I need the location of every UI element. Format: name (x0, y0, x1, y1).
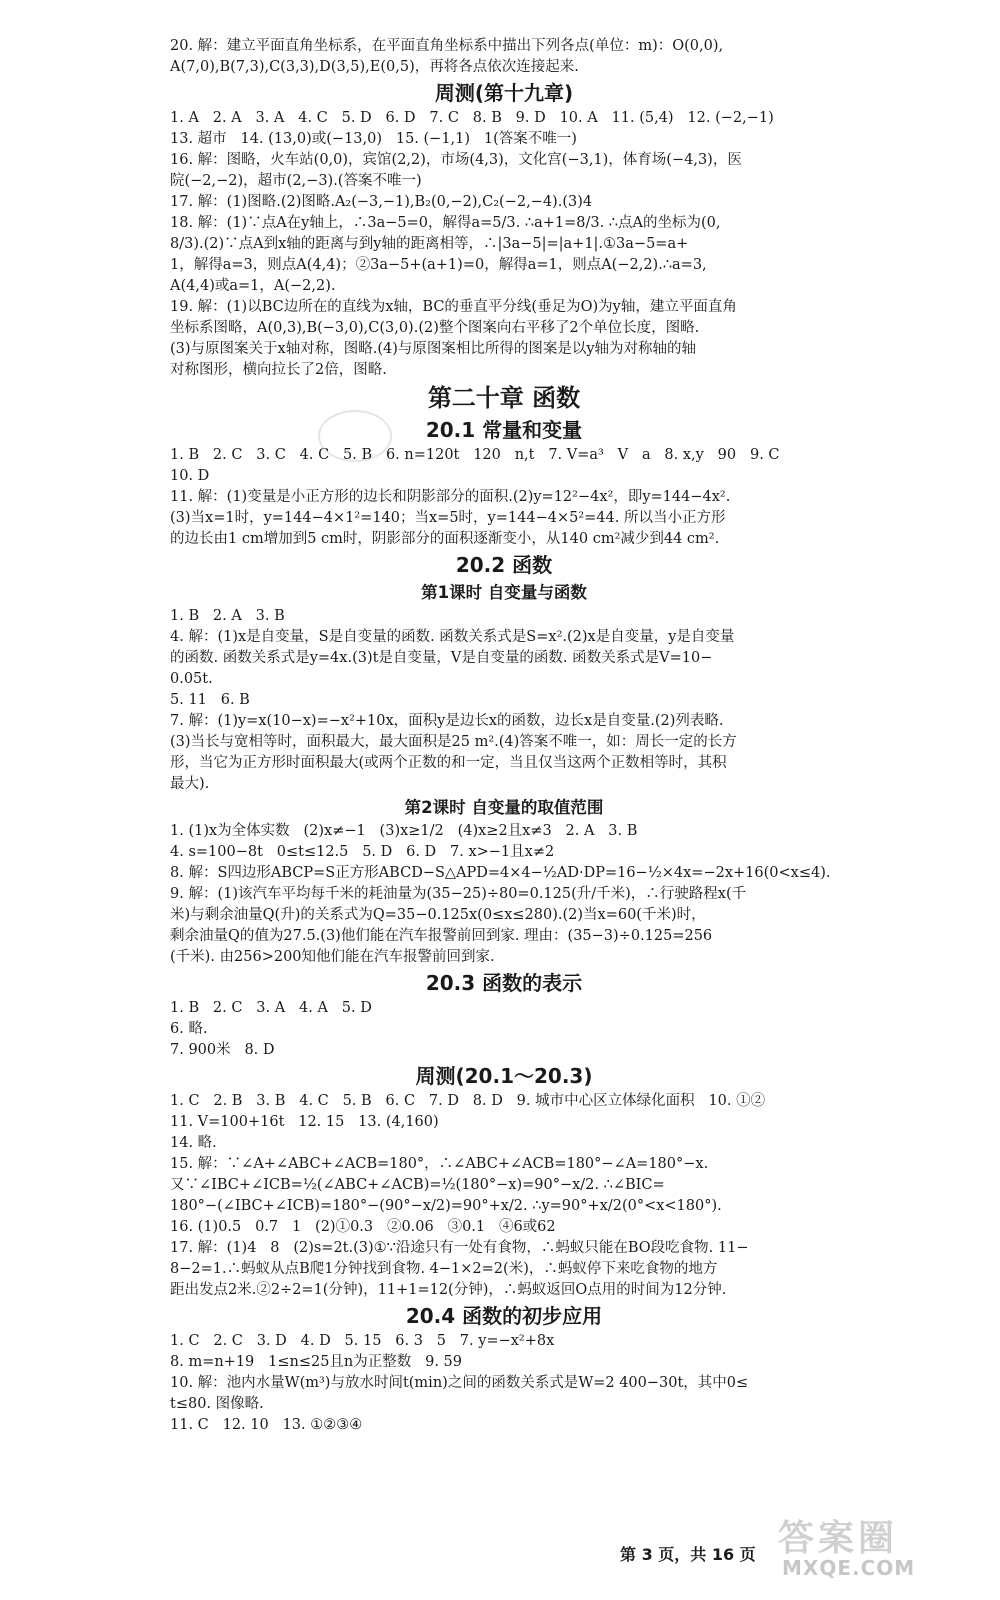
answer-line: 又∵∠IBC+∠ICB=½(∠ABC+∠ACB)=½(180°−x)=90°−x/2. ∴∠BIC= (170, 1177, 665, 1193)
answer-line: 16. 解：图略，火车站(0,0)，宾馆(2,2)，市场(4,3)，文化宫(−3,1)，体育场(−4,3)，医 (170, 152, 742, 168)
faded-stamp (318, 410, 392, 462)
answer-line: 16. (1)0.5 0.7 1 (2)①0.3 ②0.06 ③0.1 ④6或62 (170, 1219, 556, 1235)
answer-line: 18. 解：(1)∵点A在y轴上，∴3a−5=0，解得a=5/3. ∴a+1=8/3. ∴点A的坐标为(0, (170, 215, 721, 231)
answer-line: 15. 解：∵∠A+∠ABC+∠ACB=180°，∴∠ABC+∠ACB=180°−∠A=180°−x. (170, 1156, 709, 1172)
answer-line: 坐标系图略，A(0,3),B(−3,0),C(3,0).(2)整个图案向右平移了2个单位长度，图略. (170, 320, 700, 336)
answer-line: 米)与剩余油量Q(升)的关系式为Q=35−0.125x(0≤x≤280).(2)当x=60(千米)时， (170, 907, 706, 923)
answer-line: 5. 11 6. B (170, 692, 250, 708)
answer-line: (3)当x=1时，y=144−4×1²=140；当x=5时，y=144−4×5²=44. 所以当小正方形 (170, 510, 726, 526)
answer-line: 8. m=n+19 1≤n≤25且n为正整数 9. 59 (170, 1354, 462, 1370)
section-title: 周测(第十九章) (434, 81, 574, 105)
answer-page (170, 36, 838, 1436)
answer-line: A(4,4)或a=1，A(−2,2). (170, 278, 336, 294)
answer-line: 20. 解：建立平面直角坐标系，在平面直角坐标系中描出下列各点(单位：m)：O(0,0), (170, 38, 724, 54)
answer-line: 19. 解：(1)以BC边所在的直线为x轴，BC的垂直平分线(垂足为O)为y轴，建立平面直角 (170, 299, 737, 315)
answer-line: 7. 解：(1)y=x(10−x)=−x²+10x，面积y是边长x的函数，边长x是自变量.(2)列表略. (170, 713, 724, 729)
answer-line: 1. C 2. B 3. B 4. C 5. B 6. C 7. D 8. D 9. 城市中心区立体绿化面积 10. ①② (170, 1093, 766, 1109)
answer-line: 形，当它为正方形时面积最大(或两个正数的和一定，当且仅当这两个正数相等时，其积 (170, 755, 727, 771)
answer-line: 对称图形，横向拉长了2倍，图略. (170, 362, 387, 378)
section-title: 20.4 函数的初步应用 (405, 1304, 603, 1328)
answer-line: A(7,0),B(7,3),C(3,3),D(3,5),E(0,5)，再将各点依次连接起来. (170, 59, 579, 75)
answer-line: 1. (1)x为全体实数 (2)x≠−1 (3)x≥1/2 (4)x≥2且x≠3 2. A 3. B (170, 823, 638, 839)
site-watermark (778, 1510, 978, 1580)
answer-line: (千米). 由256>200知他们能在汽车报警前回到家. (170, 949, 495, 965)
answer-line: 10. 解：池内水量W(m³)与放水时间t(min)之间的函数关系式是W=2 400−30t，其中0≤ (170, 1375, 749, 1391)
answer-line: 1. A 2. A 3. A 4. C 5. D 6. D 7. C 8. B 9. D 10. A 11. (5,4) 12. (−2,−1) (170, 110, 774, 126)
answer-line: (3)与原图案关于x轴对称，图略.(4)与原图案相比所得的图案是以y轴为对称轴的轴 (170, 341, 697, 357)
answer-line: 1. C 2. C 3. D 4. D 5. 15 6. 3 5 7. y=−x²+8x (170, 1333, 555, 1349)
answer-line: 8. 解：S四边形ABCP=S正方形ABCD−S△APD=4×4−½AD·DP=16−½×4x=−2x+16(0<x≤4). (170, 865, 831, 881)
answer-line: 剩余油量Q的值为27.5.(3)他们能在汽车报警前回到家. 理由：(35−3)÷0.125=256 (170, 928, 713, 944)
section-title: 20.3 函数的表示 (425, 971, 583, 995)
watermark-url: MXQE.COM (782, 1556, 916, 1580)
answer-line: 4. 解：(1)x是自变量，S是自变量的函数. 函数关系式是S=x².(2)x是自变量，y是自变量 (170, 629, 735, 645)
answer-line: (3)当长与宽相等时，面积最大，最大面积是25 m².(4)答案不唯一，如：周长一定的长方 (170, 734, 737, 750)
answer-line: 11. C 12. 10 13. ①②③④ (170, 1417, 363, 1433)
lesson-title: 第2课时 自变量的取值范围 (404, 798, 604, 817)
answer-line: 10. D (170, 468, 210, 484)
answer-line: 180°−(∠IBC+∠ICB)=180°−(90°−x/2)=90°+x/2. ∴y=90°+x/2(0°<x<180°). (170, 1198, 722, 1214)
page-footer: 第 3 页，共 16 页 (620, 1545, 756, 1564)
answer-line: 距出发点2米.②2÷2=1(分钟)，11+1=12(分钟)，∴蚂蚁返回O点用的时间为12分钟. (170, 1282, 727, 1298)
answer-line: 的函数. 函数关系式是y=4x.(3)t是自变量，V是自变量的函数. 函数关系式是V=10− (170, 650, 713, 666)
watermark-logo: 答案圈 (778, 1518, 899, 1559)
answer-line: 6. 略. (170, 1021, 208, 1037)
section-title: 周测(20.1～20.3) (415, 1064, 593, 1088)
answer-line: 9. 解：(1)该汽车平均每千米的耗油量为(35−25)÷80=0.125(升/千米)，∴行驶路程x(千 (170, 886, 747, 902)
answer-line: 1. B 2. C 3. C 4. C 5. B 6. n=120t 120 n,t 7. V=a³ V a 8. x,y 90 9. C (170, 447, 780, 463)
answer-line: 1. B 2. A 3. B (170, 608, 285, 624)
answer-line: 8−2=1.∴蚂蚁从点B爬1分钟找到食物. 4−1×2=2(米)，∴蚂蚁停下来吃食物的地方 (170, 1261, 718, 1277)
lesson-title: 第1课时 自变量与函数 (421, 583, 587, 602)
section-title: 20.2 函数 (455, 553, 553, 577)
chapter-title: 第二十章 函数 (427, 384, 581, 412)
answer-line: 最大). (170, 776, 210, 792)
answer-line: 4. s=100−8t 0≤t≤12.5 5. D 6. D 7. x>−1且x≠2 (170, 844, 555, 860)
answer-line: 院(−2,−2)，超市(2,−3).(答案不唯一) (170, 173, 422, 189)
answer-line: 0.05t. (170, 671, 213, 687)
answer-line: 13. 超市 14. (13,0)或(−13,0) 15. (−1,1) 1(答案不唯一) (170, 131, 577, 147)
section-title: 20.1 常量和变量 (425, 418, 583, 442)
answer-line: 7. 900米 8. D (170, 1042, 275, 1058)
answer-line: 8/3).(2)∵点A到x轴的距离与到y轴的距离相等，∴|3a−5|=|a+1|.①3a−5=a+ (170, 236, 689, 252)
answer-line: 11. V=100+16t 12. 15 13. (4,160) (170, 1114, 439, 1130)
answer-line: 11. 解：(1)变量是小正方形的边长和阴影部分的面积.(2)y=12²−4x²，即y=144−4x². (170, 489, 731, 505)
answer-line: 1. B 2. C 3. A 4. A 5. D (170, 1000, 372, 1016)
answer-line: t≤80. 图像略. (170, 1396, 264, 1412)
answer-line: 1，解得a=3，则点A(4,4)；②3a−5+(a+1)=0，解得a=1，则点A(−2,2).∴a=3, (170, 257, 707, 273)
answer-line: 17. 解：(1)图略.(2)图略.A₂(−3,−1),B₂(0,−2),C₂(−2,−4).(3)4 (170, 194, 593, 210)
answer-line: 17. 解：(1)4 8 (2)s=2t.(3)①∵沿途只有一处有食物，∴蚂蚁只能在BO段吃食物. 11− (170, 1240, 749, 1256)
answer-line: 14. 略. (170, 1135, 217, 1151)
answer-line: 的边长由1 cm增加到5 cm时，阴影部分的面积逐渐变小，从140 cm²减少到44 cm². (170, 531, 720, 547)
